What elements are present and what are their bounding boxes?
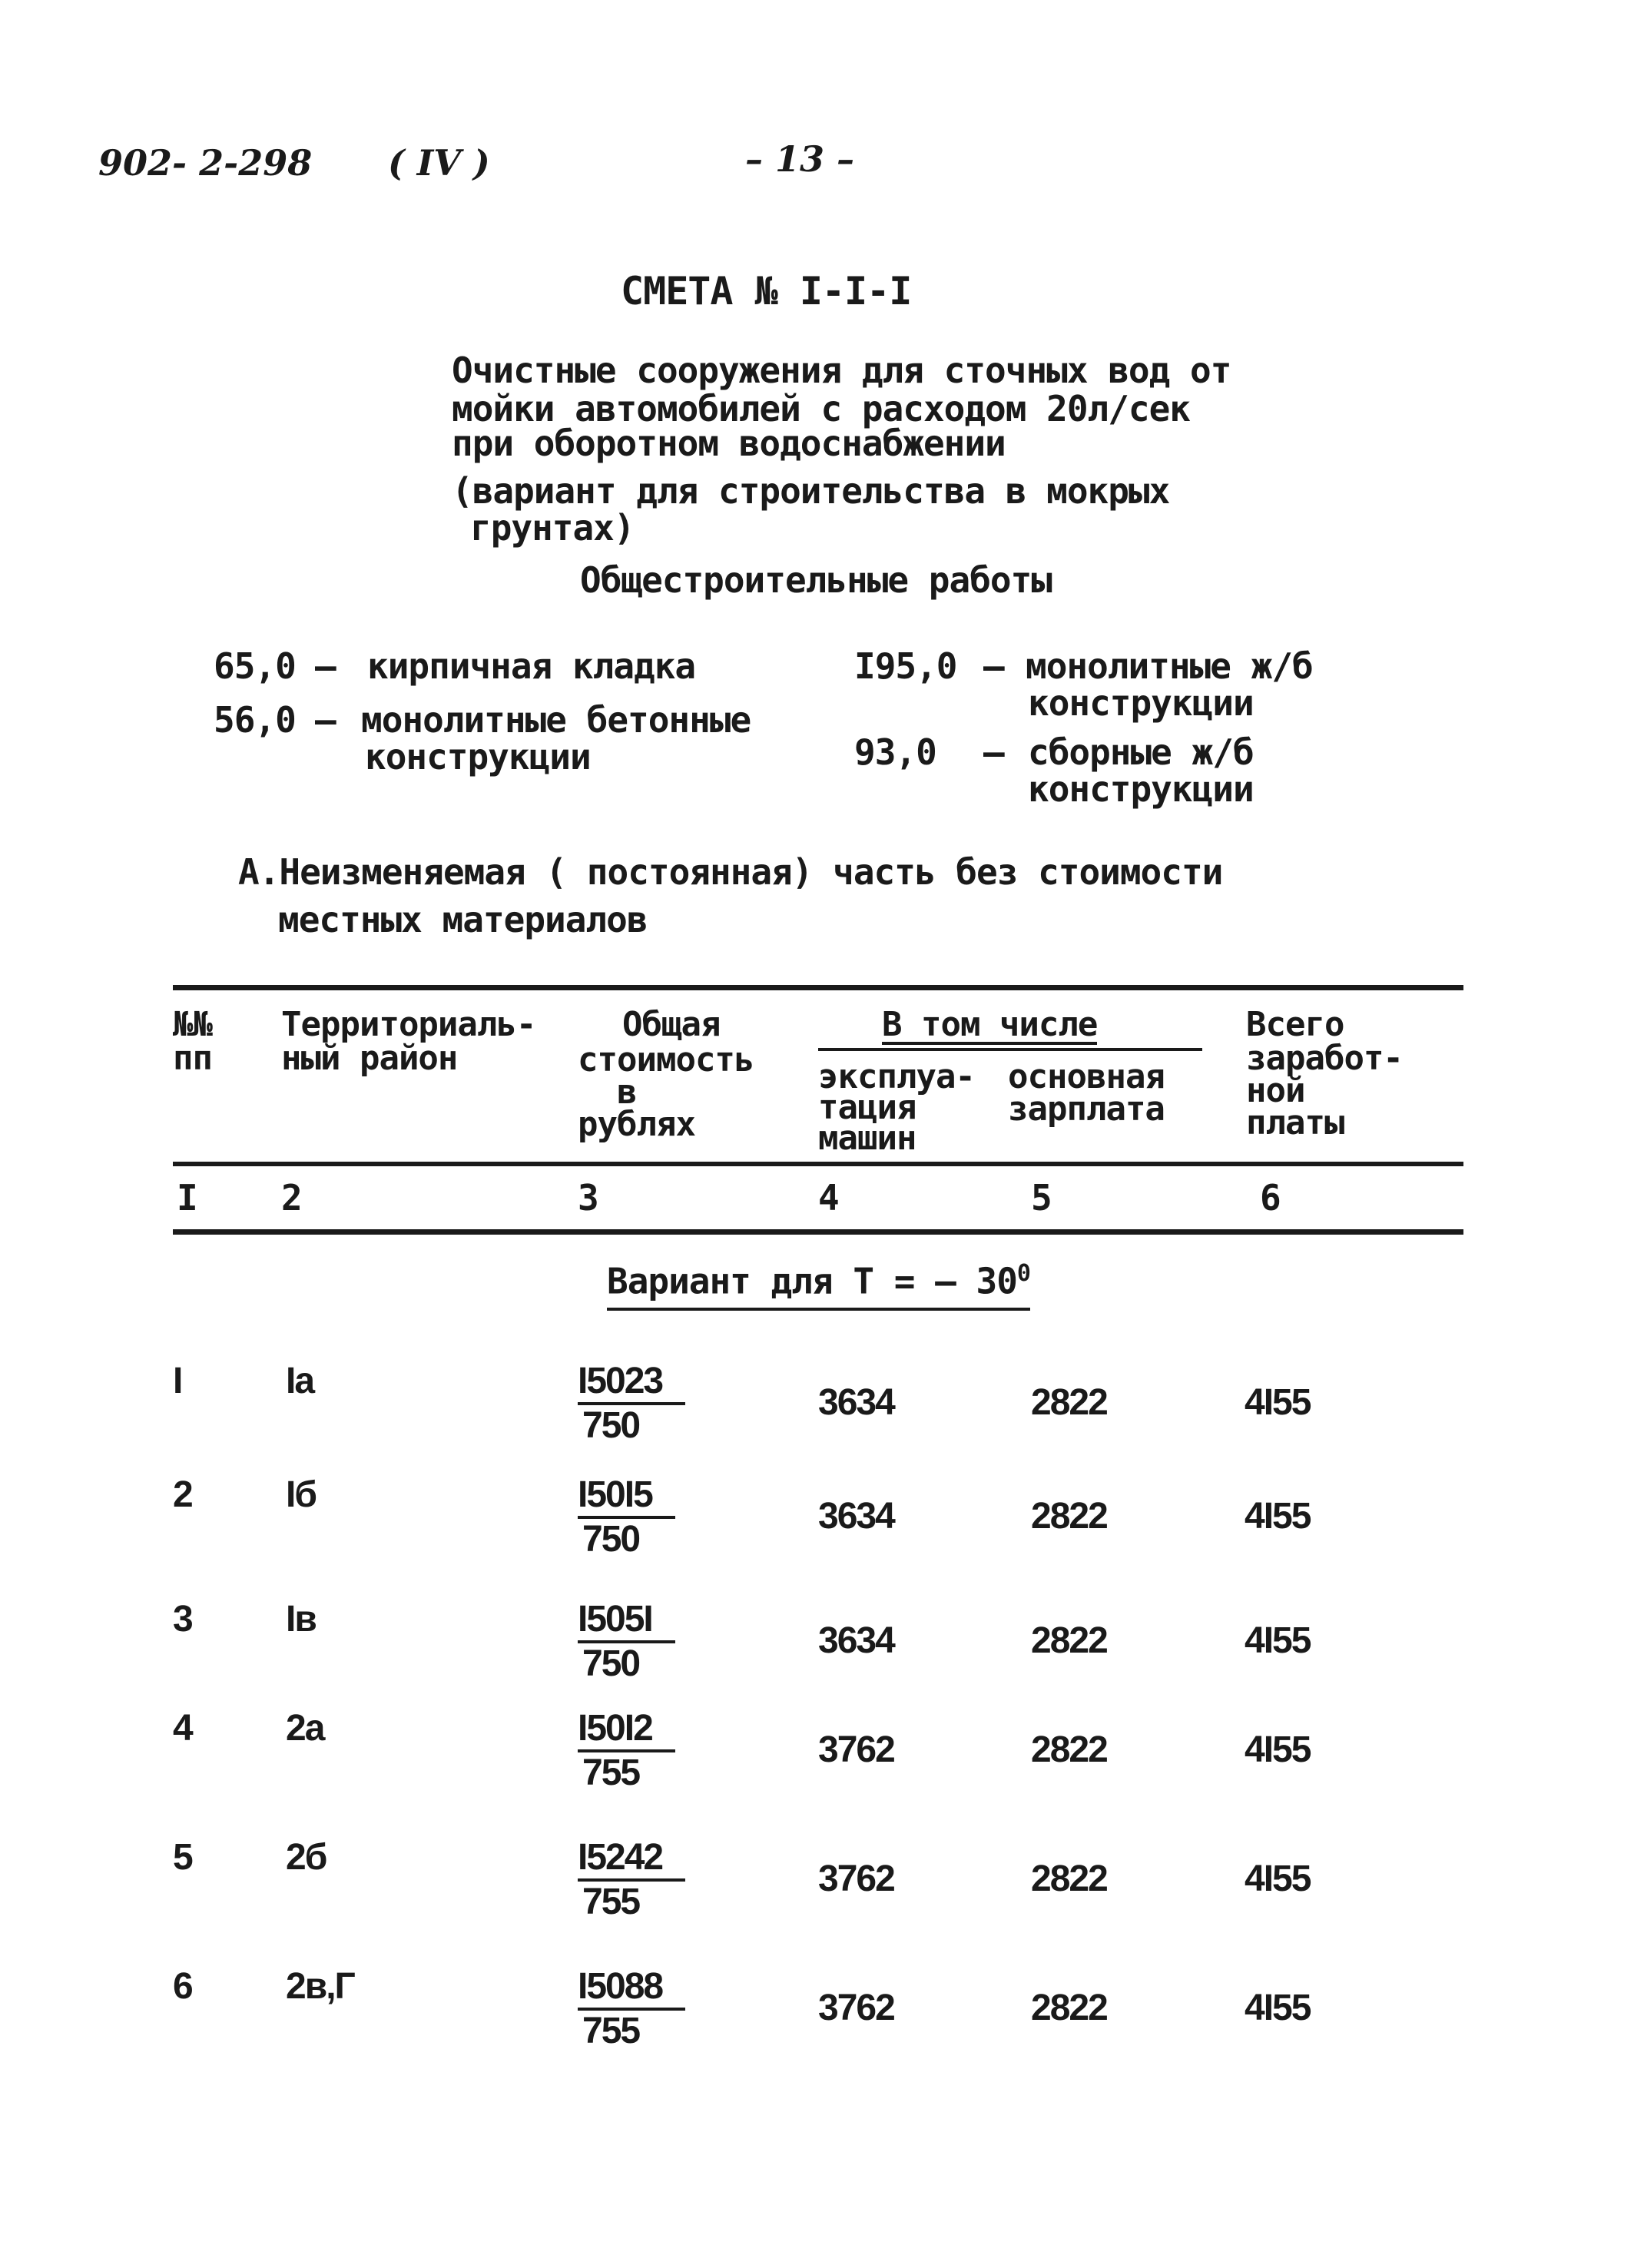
row-total: I505I xyxy=(578,1598,675,1643)
header-all-salary: заработ- xyxy=(1246,1039,1403,1078)
header-all-salary: платы xyxy=(1246,1103,1344,1142)
part-a-subtitle: местных материалов xyxy=(278,899,648,940)
col-number: 6 xyxy=(1260,1177,1281,1219)
col-number: 3 xyxy=(578,1177,598,1219)
row-all-salary: 4I55 xyxy=(1245,1496,1311,1537)
row-all-salary: 4I55 xyxy=(1245,1988,1311,2028)
work-value: I95,0 xyxy=(854,645,957,687)
variant-text: Вариант для Т = – 30 xyxy=(607,1260,1017,1302)
row-all-salary: 4I55 xyxy=(1245,1382,1311,1423)
header-total: рублях xyxy=(578,1105,695,1144)
work-dash: – xyxy=(315,645,336,687)
description-line: мойки автомобилей с расходом 20л/сек xyxy=(452,388,1190,429)
row-salary: 2822 xyxy=(1031,1988,1107,2028)
including-rule xyxy=(818,1048,1202,1051)
header-machines: тация xyxy=(818,1088,916,1127)
row-total: I5242 xyxy=(578,1836,685,1882)
header-all-salary: ной xyxy=(1246,1071,1305,1110)
row-region: 2а xyxy=(286,1708,324,1749)
col-number: I xyxy=(177,1177,197,1219)
estimate-title: СМЕТА № I-I-I xyxy=(621,269,912,313)
description-line: Очистные сооружения для сточных вод от xyxy=(452,350,1231,391)
description-line: при оборотном водоснабжении xyxy=(452,423,1006,464)
row-num: 2 xyxy=(173,1474,192,1515)
work-label: монолитные бетонные xyxy=(361,699,751,741)
work-value: 56,0 xyxy=(214,699,296,741)
row-all-salary: 4I55 xyxy=(1245,1620,1311,1661)
row-machines: 3762 xyxy=(818,1729,894,1770)
header-region: Территориаль- xyxy=(281,1005,536,1044)
row-machines: 3634 xyxy=(818,1382,894,1423)
part-a-title: А.Неизменяемая ( постоянная) часть без стоимости xyxy=(238,851,1223,893)
row-salary: 2822 xyxy=(1031,1729,1107,1770)
row-num: 3 xyxy=(173,1599,192,1640)
document-code: 902- 2-298 xyxy=(98,142,313,184)
col-number: 2 xyxy=(281,1177,302,1219)
row-num: 4 xyxy=(173,1708,192,1749)
row-num: 5 xyxy=(173,1837,192,1878)
header-total: Общая xyxy=(622,1005,721,1044)
row-total-sub: 750 xyxy=(582,1519,640,1560)
header-num: пп xyxy=(173,1039,212,1078)
row-total: I50I2 xyxy=(578,1707,675,1752)
variant-degree: 0 xyxy=(1016,1260,1030,1287)
work-dash: – xyxy=(983,645,1004,687)
header-bottom-rule xyxy=(173,1162,1463,1166)
header-total: в xyxy=(617,1073,637,1112)
row-salary: 2822 xyxy=(1031,1496,1107,1537)
work-value: 65,0 xyxy=(214,645,296,687)
table-top-rule xyxy=(173,985,1463,990)
header-num: №№ xyxy=(173,1005,212,1044)
row-machines: 3762 xyxy=(818,1858,894,1899)
row-region: Iа xyxy=(286,1361,314,1401)
row-total-sub: 750 xyxy=(582,1643,640,1684)
row-salary: 2822 xyxy=(1031,1620,1107,1661)
row-region: Iв xyxy=(286,1599,316,1640)
header-total: стоимость xyxy=(578,1040,754,1079)
row-num: 6 xyxy=(173,1966,192,2007)
row-total: I5023 xyxy=(578,1360,685,1405)
header-machines: машин xyxy=(818,1119,916,1158)
row-total-sub: 755 xyxy=(582,2011,640,2051)
col-number: 4 xyxy=(818,1177,839,1219)
row-salary: 2822 xyxy=(1031,1382,1107,1423)
header-including: В том числе xyxy=(882,1005,1098,1044)
header-region: ный район xyxy=(281,1039,458,1078)
work-dash: – xyxy=(315,699,336,741)
variant-label xyxy=(607,1260,1030,1311)
section-title: Общестроительные работы xyxy=(580,559,1052,601)
row-machines: 3634 xyxy=(818,1620,894,1661)
row-num: I xyxy=(173,1361,182,1401)
work-label: конструкции xyxy=(1028,682,1254,724)
volume-number: ( IV ) xyxy=(388,142,490,184)
row-all-salary: 4I55 xyxy=(1245,1729,1311,1770)
row-region: Iб xyxy=(286,1474,316,1515)
work-dash: – xyxy=(983,731,1004,773)
description-line: грунтах) xyxy=(470,507,635,549)
header-salary: основная xyxy=(1008,1057,1165,1096)
work-label: конструкции xyxy=(365,736,591,778)
work-label: монолитные ж/б xyxy=(1026,645,1313,687)
row-region: 2в,Г xyxy=(286,1966,354,2007)
work-label: конструкции xyxy=(1028,768,1254,810)
col-number-rule xyxy=(173,1229,1463,1235)
row-machines: 3634 xyxy=(818,1496,894,1537)
work-value: 93,0 xyxy=(854,731,936,773)
work-label: кирпичная кладка xyxy=(367,645,696,687)
description-line: (вариант для строительства в мокрых xyxy=(452,470,1170,512)
row-salary: 2822 xyxy=(1031,1858,1107,1899)
col-number: 5 xyxy=(1031,1177,1052,1219)
row-total-sub: 750 xyxy=(582,1405,640,1446)
page-number: – 13 – xyxy=(745,138,855,180)
row-total: I5088 xyxy=(578,1965,685,2011)
header-machines: эксплуа- xyxy=(818,1057,975,1096)
row-total: I50I5 xyxy=(578,1474,675,1519)
work-label: сборные ж/б xyxy=(1028,731,1254,773)
row-all-salary: 4I55 xyxy=(1245,1858,1311,1899)
header-all-salary: Всего xyxy=(1246,1005,1344,1044)
row-total-sub: 755 xyxy=(582,1752,640,1793)
header-salary: зарплата xyxy=(1008,1089,1165,1129)
row-region: 2б xyxy=(286,1837,326,1878)
row-total-sub: 755 xyxy=(582,1882,640,1922)
row-machines: 3762 xyxy=(818,1988,894,2028)
